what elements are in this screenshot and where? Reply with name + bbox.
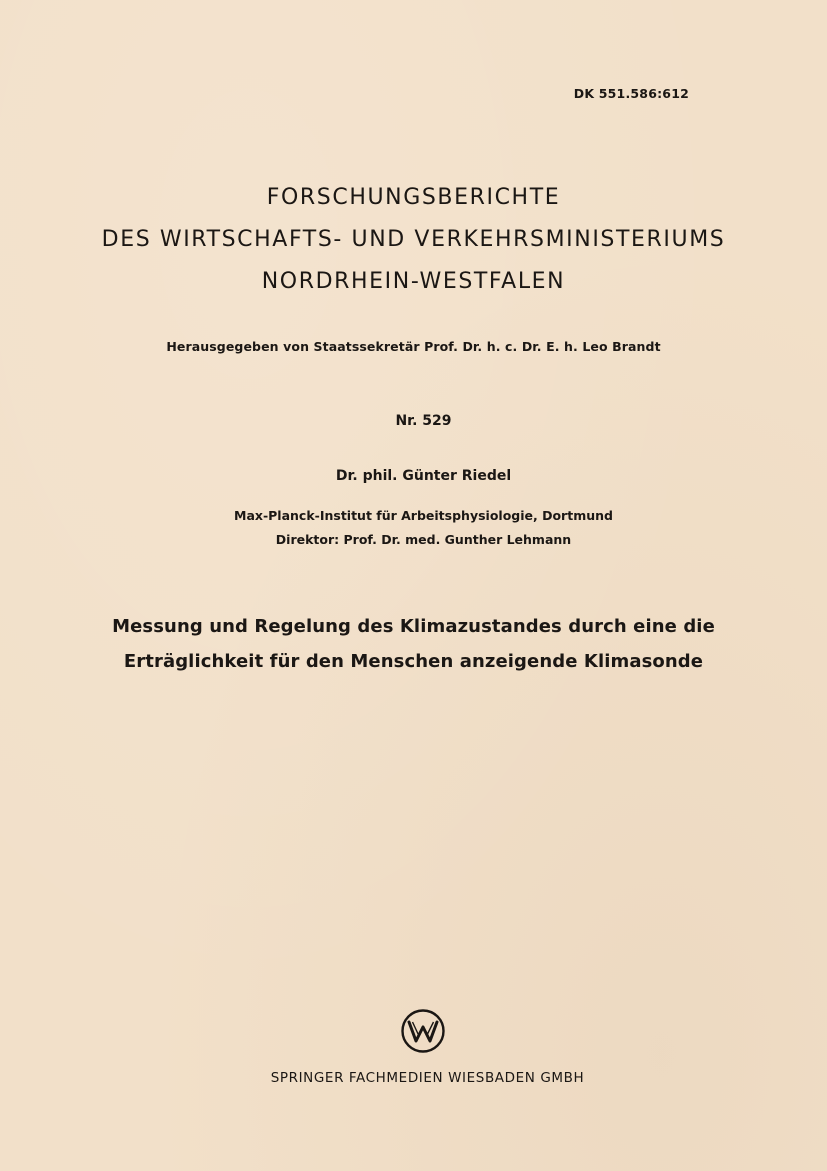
- series-title: [0, 177, 827, 303]
- institute-name: Max-Planck-Institut für Arbeitsphysiologie, Dortmund: [234, 508, 613, 523]
- publisher-name: SPRINGER FACHMEDIEN WIESBADEN GMBH: [270, 1070, 585, 1086]
- editor-line: Herausgegeben von Staatssekretär Prof. Dr. h. c. Dr. E. h. Leo Brandt: [166, 339, 661, 354]
- publisher-logo-icon: [400, 1008, 446, 1054]
- report-number: Nr. 529: [395, 413, 452, 429]
- report-title: [0, 609, 827, 679]
- institute-block: [0, 504, 827, 552]
- report-title-line-2: Erträglichkeit für den Menschen anzeigende Klimasonde: [123, 651, 704, 672]
- report-title-line-1: Messung und Regelung des Klimazustandes durch eine die: [112, 616, 715, 637]
- institute-director: Direktor: Prof. Dr. med. Gunther Lehmann: [275, 532, 572, 547]
- series-title-line-2: DES WIRTSCHAFTS- UND VERKEHRSMINISTERIUMS: [101, 227, 726, 252]
- classification-code: DK 551.586:612: [573, 86, 689, 101]
- series-title-line-3: NORDRHEIN-WESTFALEN: [261, 269, 566, 294]
- series-title-line-1: FORSCHUNGSBERICHTE: [266, 185, 561, 210]
- author-name: Dr. phil. Günter Riedel: [335, 468, 512, 484]
